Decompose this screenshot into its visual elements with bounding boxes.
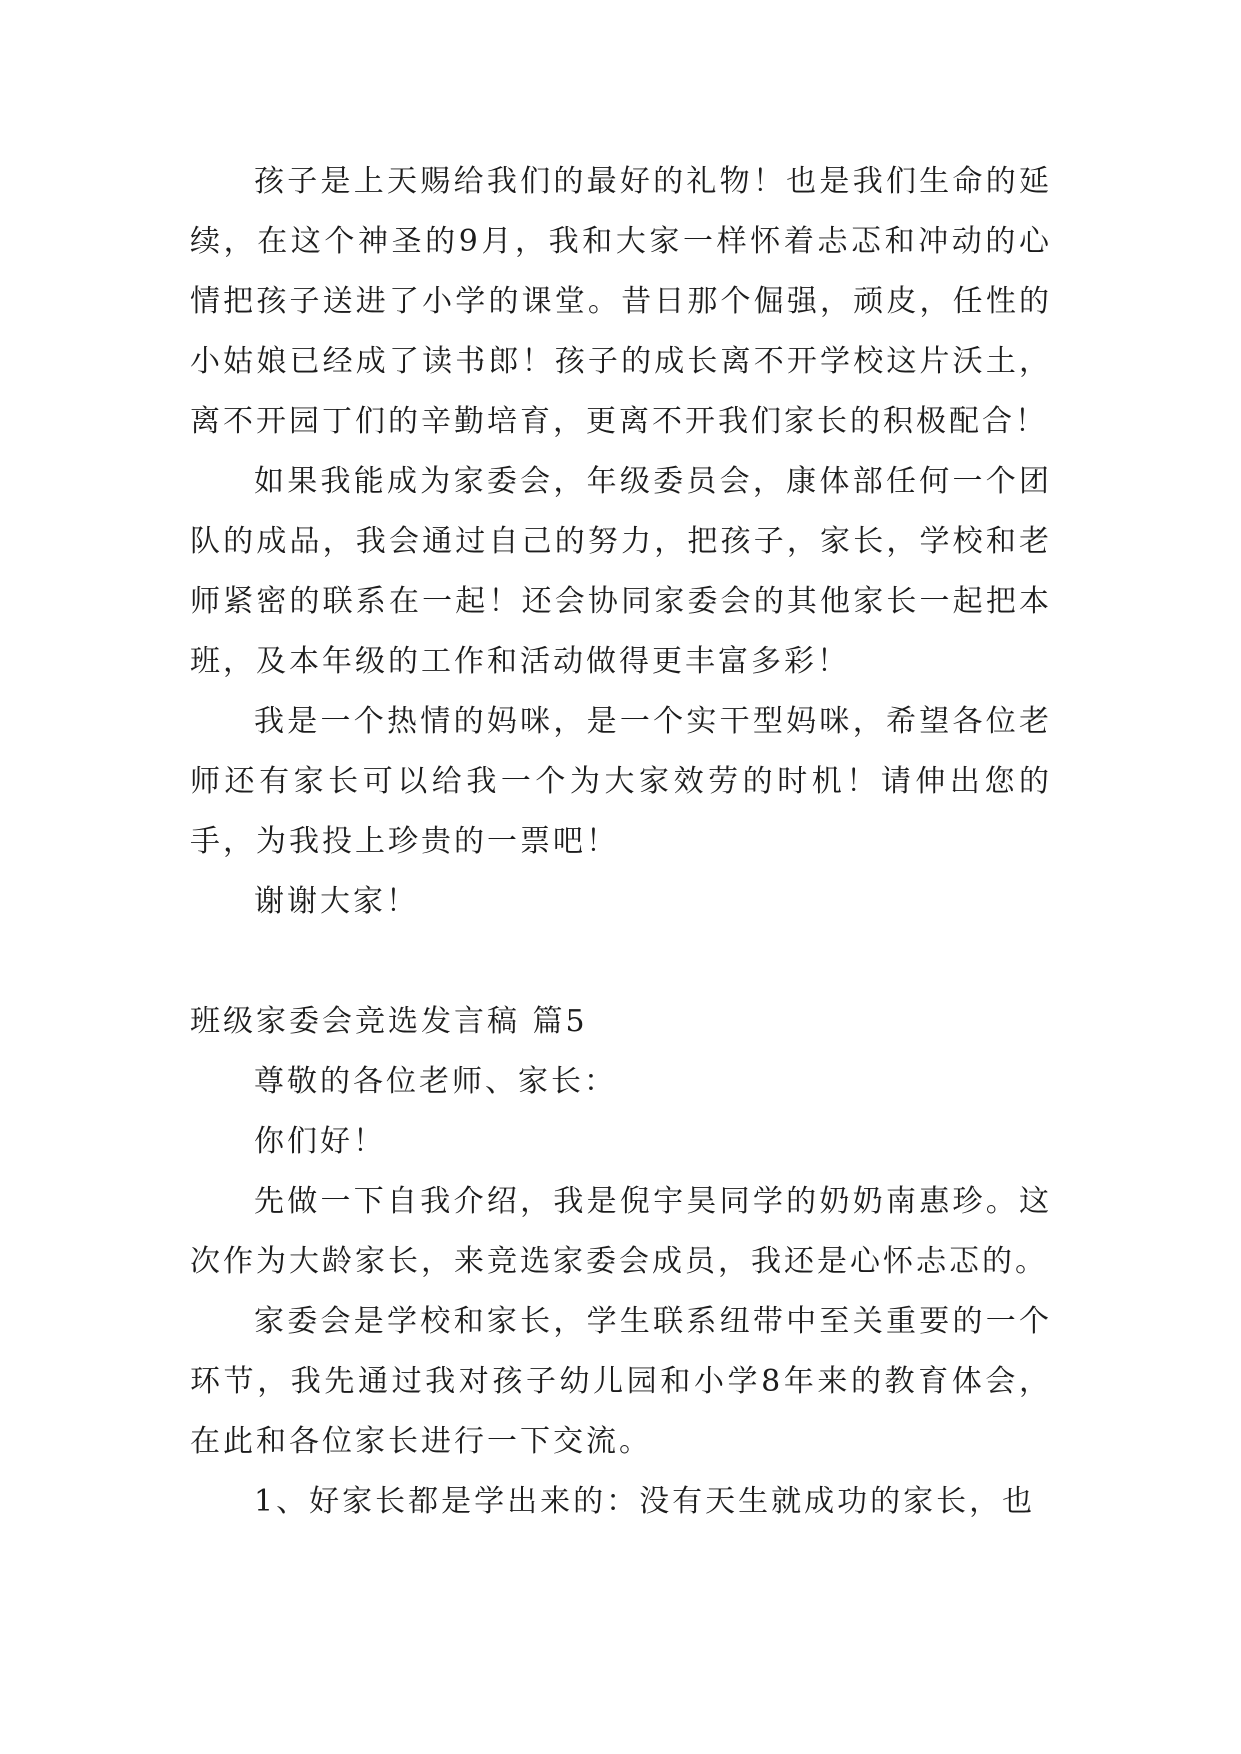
paragraph: 家委会是学校和家长，学生联系纽带中至关重要的一个环节，我先通过我对孩子幼儿园和小学8年来的教育体会，在此和各位家长进行一下交流。 [190, 1304, 1052, 1459]
paragraph: 你们好！ [254, 1124, 386, 1159]
paragraph: 孩子是上天赐给我们的最好的礼物！也是我们生命的延续，在这个神圣的9月，我和大家一样怀着忐忑和冲动的心情把孩子送进了小学的课堂。昔日那个倔强，顽皮，任性的小姑娘已经成了读书郎！孩子的成长离不开学校这片沃土，离不开园丁们的辛勤培育，更离不开我们家长的积极配合！ [190, 164, 1052, 439]
paragraph: 谢谢大家！ [254, 884, 419, 919]
paragraph: 尊敬的各位老师、家长： [254, 1064, 617, 1099]
section-title: 班级家委会竞选发言稿 篇5 [190, 1004, 588, 1039]
paragraph: 我是一个热情的妈咪，是一个实干型妈咪，希望各位老师还有家长可以给我一个为大家效劳的时机！请伸出您的手，为我投上珍贵的一票吧！ [190, 704, 1052, 859]
document-body [190, 152, 1052, 1532]
paragraph: 1、好家长都是学出来的：没有天生就成功的家长，也 [254, 1484, 1036, 1519]
paragraph: 如果我能成为家委会，年级委员会，康体部任何一个团队的成品，我会通过自己的努力，把孩子，家长，学校和老师紧密的联系在一起！还会协同家委会的其他家长一起把本班，及本年级的工作和活动做得更丰富多彩！ [190, 464, 1052, 679]
paragraph: 先做一下自我介绍，我是倪宇昊同学的奶奶南惠珍。这次作为大龄家长，来竞选家委会成员，我还是心怀忐忑的。 [190, 1184, 1052, 1279]
